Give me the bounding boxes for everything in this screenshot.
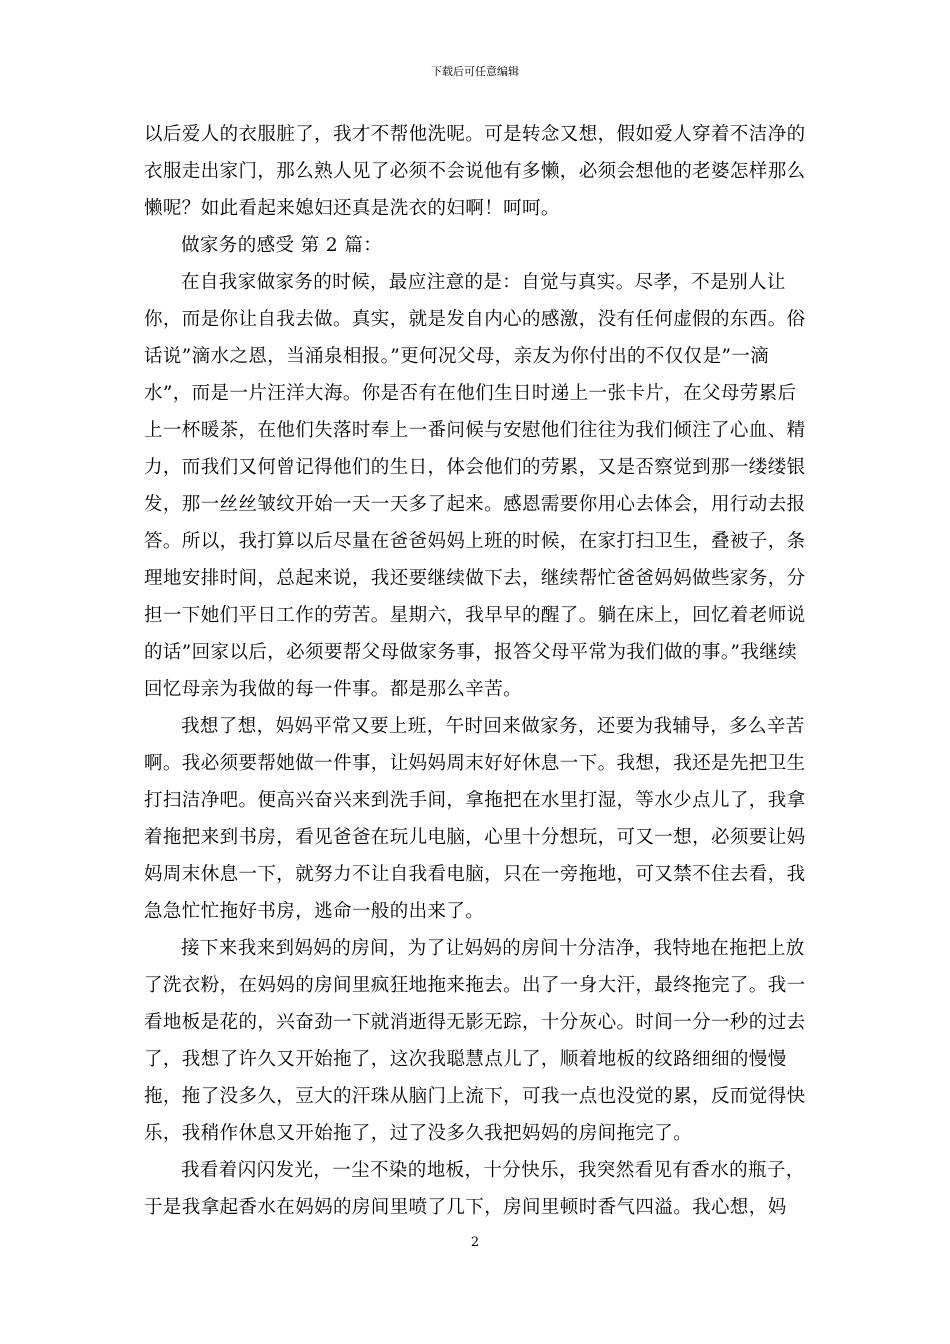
paragraph-4: 接下来我来到妈妈的房间，为了让妈妈的房间十分洁净，我特地在拖把上放了洗衣粉，在妈妈的房间里疯狂地拖来拖去。出了一身大汗，最终拖完了。我一看地板是花的，兴奋劲一下就消逝得无影无踪，十分灰心。时间一分一秒的过去了，我想了许久又开始拖了，这次我聪慧点儿了，顺着地板的纹路细细的慢慢拖，拖了没多久，豆大的汗珠从脑门上流下，可我一点也没觉的累，反而觉得快乐，我稍作休息又开始拖了，过了没多久我把妈妈的房间拖完了。 [144,938,806,1144]
paragraph-3: 我想了想，妈妈平常又要上班，午时回来做家务，还要为我辅导，多么辛苦啊。我必须要帮她做一件事，让妈妈周末好好休息一下。我想，我还是先把卫生打扫洁净吧。便高兴奋兴来到洗手间，拿拖把在水里打湿，等水少点儿了，我拿着拖把来到书房，看见爸爸在玩儿电脑，心里十分想玩，可又一想，必须要让妈妈周末休息一下，就努力不让自我看电脑，只在一旁拖地，可又禁不住去看，我急急忙忙拖好书房，逃命一般的出来了。 [144,716,806,922]
paragraph-5: 我看着闪闪发光，一尘不染的地板，十分快乐，我突然看见有香水的瓶子，于是我拿起香水在妈妈的房间里喷了几下，房间里顿时香气四溢。我心想，妈 [144,1160,805,1218]
document-body [144,116,806,1226]
page-header: 下载后可任意编辑 [431,65,519,78]
paragraph-1: 以后爱人的衣服脏了，我才不帮他洗呢。可是转念又想，假如爱人穿着不洁净的衣服走出家门，那么熟人见了必须不会说他有多懒，必须会想他的老婆怎样那么懒呢？如此看起来媳妇还真是洗衣的妇啊！呵呵。 [144,124,806,219]
section-heading: 做家务的感受 第 2 篇： [181,235,383,256]
paragraph-2: 在自我家做家务的时候，最应注意的是：自觉与真实。尽孝，不是别人让你，而是你让自我去做。真实，就是发自内心的感激，没有任何虚假的东西。俗话说”滴水之恩，当涌泉相报。”更何况父母，亲友为你付出的不仅仅是”一滴水”，而是一片汪洋大海。你是否有在他们生日时递上一张卡片，在父母劳累后上一杯暖茶，在他们失落时奉上一番问候与安慰他们往往为我们倾注了心血、精力，而我们又何曾记得他们的生日，体会他们的劳累，又是否察觉到那一缕缕银发，那一丝丝皱纹开始一天一天多了起来。感恩需要你用心去体会，用行动去报答。所以，我打算以后尽量在爸爸妈妈上班的时候，在家打扫卫生，叠被子，条理地安排时间，总起来说，我还要继续做下去，继续帮忙爸爸妈妈做些家务，分担一下她们平日工作的劳苦。星期六，我早早的醒了。躺在床上，回忆着老师说的话”回家以后，必须要帮父母做家务事，报答父母平常为我们做的事。”我继续回忆母亲为我做的每一件事。都是那么辛苦。 [144,272,806,700]
page-number: 2 [470,1235,480,1250]
